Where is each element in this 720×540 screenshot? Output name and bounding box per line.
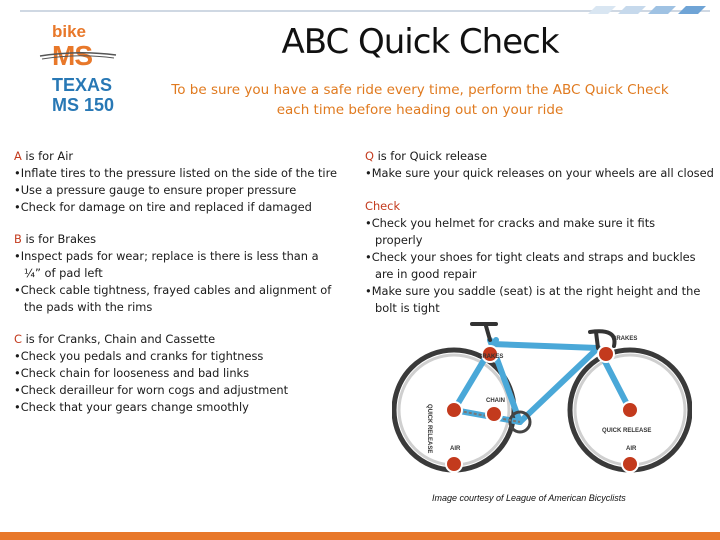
- letter-b: B: [14, 232, 22, 246]
- list-item: •Inspect pads for wear; replace is there is less than a ¼” of pad left: [14, 249, 319, 280]
- logo-swoosh-icon: [38, 50, 118, 62]
- label-air-right: AIR: [626, 446, 637, 452]
- list-item: •Check you pedals and cranks for tightness: [14, 349, 264, 363]
- logo-texas-text: TEXAS: [52, 75, 113, 95]
- section-quick-release-heading: [365, 148, 715, 165]
- label-chain: CHAIN: [486, 398, 505, 404]
- bicycle-illustration: [392, 318, 692, 486]
- section-air-title: is for Air: [21, 149, 74, 163]
- list-item: •Check cable tightness, frayed cables and alignment of the pads with the rims: [14, 283, 332, 314]
- list-item: •Inflate tires to the pressure listed on the side of the tire: [14, 166, 338, 180]
- section-cranks-heading: [14, 331, 314, 348]
- list-item: •Make sure you saddle (seat) is at the right height and the bolt is tight: [365, 284, 701, 315]
- list-item: •Check that your gears change smoothly: [14, 400, 249, 414]
- section-air: [14, 148, 354, 216]
- list-item: •Check you helmet for cracks and make sure it fits properly: [365, 216, 656, 247]
- bike-ms-logo: [38, 22, 148, 122]
- section-quick-release: [365, 148, 715, 182]
- logo-ms-text: MS: [52, 40, 92, 71]
- label-brakes-left: BRAKES: [478, 354, 504, 360]
- letter-c: C: [14, 332, 22, 346]
- section-brakes: [14, 231, 334, 316]
- list-item: •Use a pressure gauge to ensure proper pressure: [14, 183, 297, 197]
- list-item: •Check your shoes for tight cleats and straps and buckles are in good repair: [365, 250, 696, 281]
- list-item: •Check derailleur for worn cogs and adjustment: [14, 383, 289, 397]
- section-brakes-title: is for Brakes: [21, 232, 97, 246]
- section-quick-release-title: is for Quick release: [373, 149, 487, 163]
- logo-bike-text: bike: [52, 22, 87, 41]
- section-air-heading: [14, 148, 354, 165]
- letter-a: A: [14, 149, 22, 163]
- label-quick-release-right: QUICK RELEASE: [602, 428, 652, 434]
- letter-q: Q: [365, 149, 374, 163]
- list-item: •Check for damage on tire and replaced if damaged: [14, 200, 312, 214]
- page-subtitle: To be sure you have a safe ride every time, perform the ABC Quick Check each time before heading out on your ride: [171, 82, 669, 118]
- bottom-bar: [0, 532, 720, 540]
- label-quick-release-left: QUICK RELEASE: [426, 404, 432, 454]
- logo-ms150-text: MS 150: [52, 95, 115, 115]
- section-check: [365, 198, 705, 317]
- section-cranks-title: is for Cranks, Chain and Cassette: [21, 332, 216, 346]
- page-title: ABC Quick Check: [281, 22, 559, 62]
- label-brakes-right: BRAKES: [612, 336, 638, 342]
- section-brakes-heading: [14, 231, 334, 248]
- list-item: •Make sure your quick releases on your wheels are all closed: [365, 166, 714, 180]
- list-item: •Check chain for looseness and bad links: [14, 366, 250, 380]
- section-cranks: [14, 331, 314, 416]
- decorative-stripes: [588, 6, 708, 14]
- image-caption: Image courtesy of League of American Bicyclists: [432, 493, 626, 503]
- section-check-heading: Check: [365, 199, 401, 213]
- label-air-left: AIR: [450, 446, 461, 452]
